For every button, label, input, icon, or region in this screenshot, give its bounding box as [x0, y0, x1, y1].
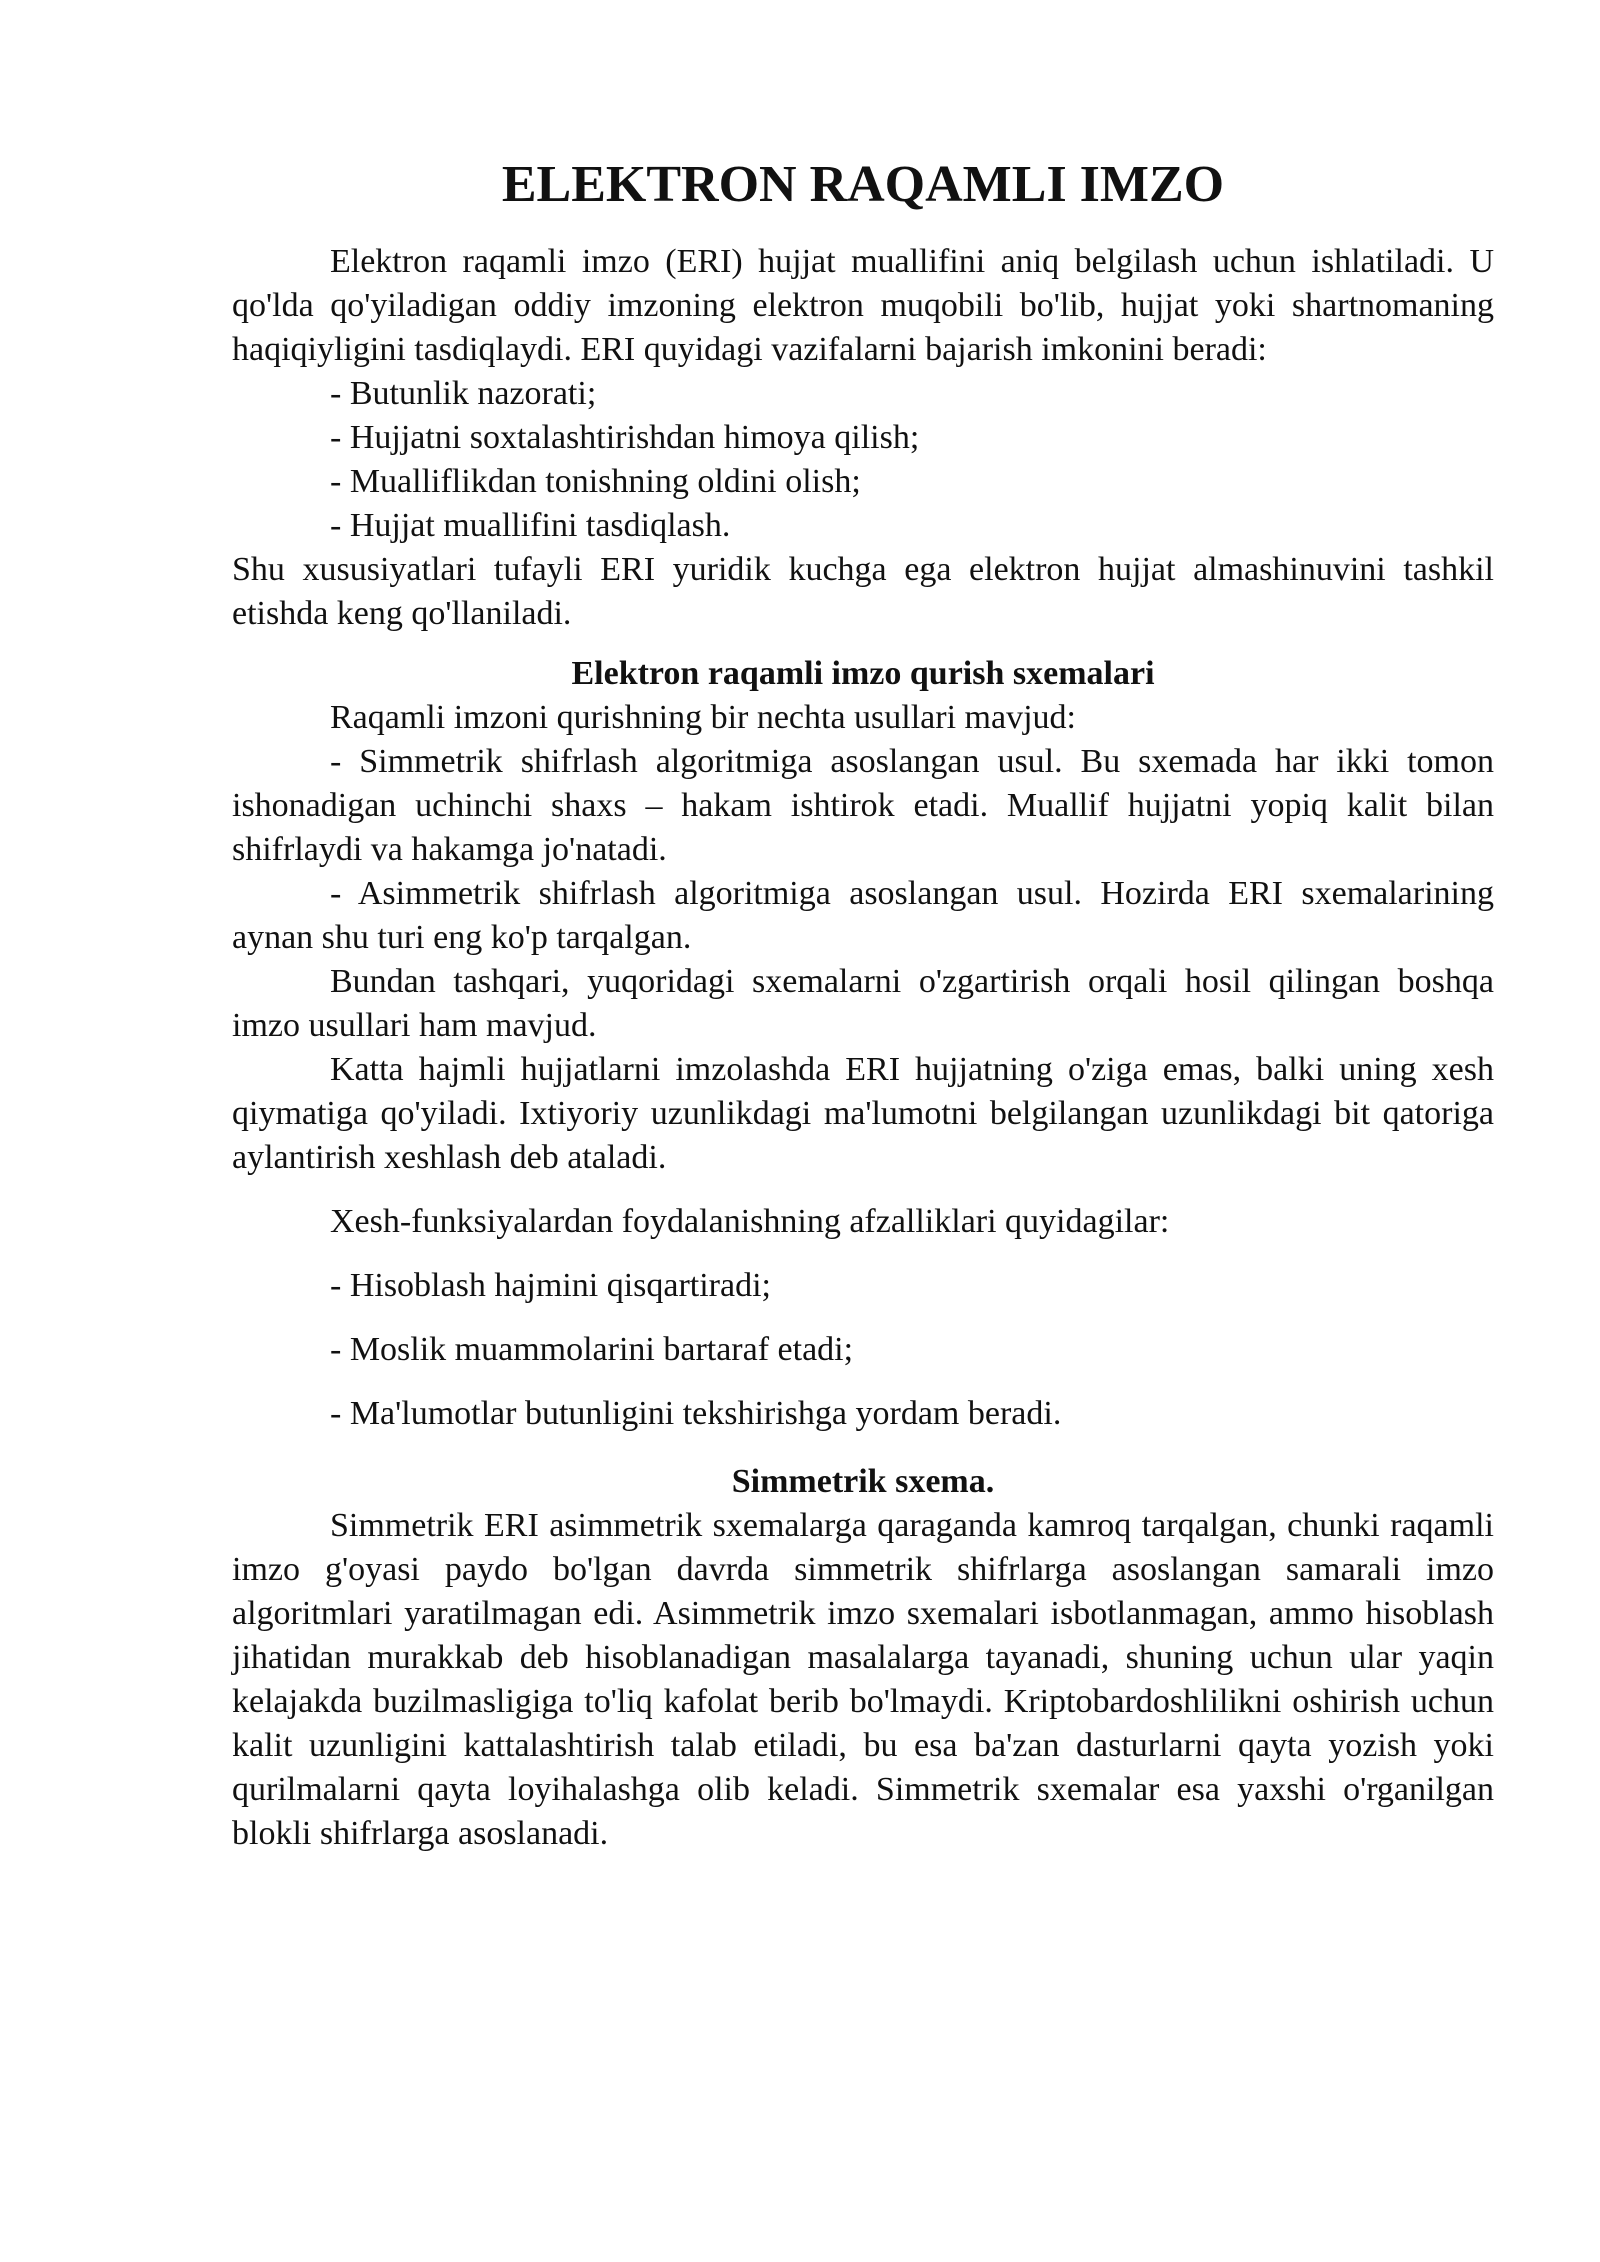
symmetric-scheme-paragraph: Simmetrik ERI asimmetrik sxemalarga qaraganda kamroq tarqalgan, chunki raqamli imzo g'oyasi paydo bo'lgan davrda simmetrik shifrlarga asoslangan samarali imzo algoritmlari yaratilmagan edi. Asimmetrik imzo sxemalari isbotlanmagan, ammo hisoblash jihatidan murakkab deb hisoblanadigan masalalarga tayanadi, shuning uchun ular yaqin kelajakda buzilmasligiga to'liq kafolat berib bo'lmaydi. Kriptobardoshlilikni oshirish uchun kalit uzunligini kattalashtirish talab etiladi, bu esa ba'zan dasturlarni qayta yozish yoki qurilmalarni qayta loyihalashga olib keladi. Simmetrik sxemalar esa yaxshi o'rganilgan blokli shifrlarga asoslanadi. [232, 1507, 1494, 1852]
section-heading-schemes: Elektron raqamli imzo qurish sxemalari [571, 655, 1155, 692]
intro-list-item: - Hujjat muallifini tasdiqlash. [330, 507, 731, 544]
intro-list-item: - Mualliflikdan tonishning oldini olish; [330, 463, 861, 500]
schemes-lead-paragraph: Raqamli imzoni qurishning bir nechta usullari mavjud: [330, 699, 1076, 736]
section-heading-symmetric: Simmetrik sxema. [731, 1463, 995, 1500]
hash-benefit-item: - Moslik muammolarini bartaraf etadi; [330, 1331, 854, 1368]
schemes-item-symmetric: - Simmetrik shifrlash algoritmiga asoslangan usul. Bu sxemada har ikki tomon ishonadigan uchinchi shaxs – hakam ishtirok etadi. Muallif hujjatni yopiq kalit bilan shifrlaydi va hakamga jo'natadi. [232, 743, 1494, 868]
hash-benefits-lead: Xesh-funksiyalardan foydalanishning afzalliklari quyidagilar: [330, 1203, 1170, 1240]
schemes-modifications-paragraph: Bundan tashqari, yuqoridagi sxemalarni o'zgartirish orqali hosil qilingan boshqa imzo usullari ham mavjud. [232, 963, 1494, 1044]
schemes-item-asymmetric: - Asimmetrik shifrlash algoritmiga asoslangan usul. Hozirda ERI sxemalarining aynan shu turi eng ko'p tarqalgan. [232, 875, 1494, 956]
hash-benefit-item: - Ma'lumotlar butunligini tekshirishga yordam beradi. [330, 1395, 1062, 1432]
intro-paragraph: Elektron raqamli imzo (ERI) hujjat muallifini aniq belgilash uchun ishlatiladi. U qo'lda qo'yiladigan oddiy imzoning elektron muqobili bo'lib, hujjat yoki shartnomaning haqiqiyligini tasdiqlaydi. ERI quyidagi vazifalarni bajarish imkonini beradi: [232, 243, 1494, 368]
intro-closing-paragraph: Shu xususiyatlari tufayli ERI yuridik kuchga ega elektron hujjat almashinuvini tashkil etishda keng qo'llaniladi. [232, 551, 1494, 632]
intro-list-item: - Butunlik nazorati; [330, 375, 597, 412]
hash-benefit-item: - Hisoblash hajmini qisqartiradi; [330, 1267, 771, 1304]
intro-list-item: - Hujjatni soxtalashtirishdan himoya qilish; [330, 419, 920, 456]
page-title: ELEKTRON RAQAMLI IMZO [501, 156, 1225, 213]
document-page [232, 150, 1494, 1856]
hash-signing-paragraph: Katta hajmli hujjatlarni imzolashda ERI hujjatning o'ziga emas, balki uning xesh qiymatiga qo'yiladi. Ixtiyoriy uzunlikdagi ma'lumotni belgilangan uzunlikdagi bit qatoriga aylantirish xeshlash deb ataladi. [232, 1051, 1494, 1176]
